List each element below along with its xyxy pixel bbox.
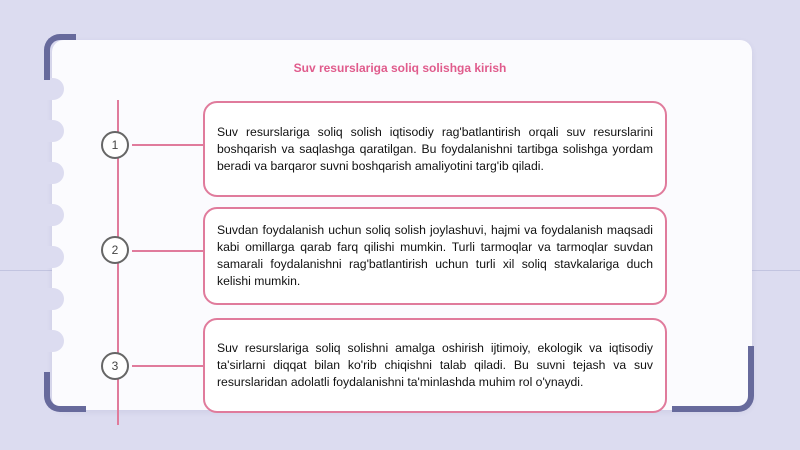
step-box-2	[203, 207, 667, 305]
notebook-tab	[38, 162, 64, 184]
step-connector-3	[132, 365, 204, 367]
notebook-tab	[38, 204, 64, 226]
step-text-2: Suvdan foydalanish uchun soliq solish joylashuvi, hajmi va foydalanish maqsadi kabi omillarga qarab farq qilishi mumkin. Turli tarmoqlar va tarmoqlar suvdan samarali foydalanishni rag'batlantirish uchun turli xil soliq stavkalariga duch kelishi mumkin.	[217, 223, 653, 288]
step-text-1: Suv resurslariga soliq solish iqtisodiy rag'batlantirish orqali suv resurslarini boshqarish va saqlashga qaratilgan. Bu foydalanishni tartibga solishga yordam beradi va barqaror suvni boshqarish amaliyotini targ'ib qiladi.	[217, 124, 653, 173]
notebook-tab	[38, 78, 64, 100]
notebook-tab	[38, 288, 64, 310]
step-connector-2	[132, 250, 204, 252]
notebook-tab	[38, 330, 64, 352]
step-number-1: 1	[101, 131, 129, 159]
step-number-2: 2	[101, 236, 129, 264]
frame-corner-bottom-right	[672, 346, 754, 412]
step-box-3	[203, 318, 667, 413]
step-text-3: Suv resurslariga soliq solishni amalga oshirish ijtimoiy, ekologik va iqtisodiy ta'sirlarni diqqat bilan ko'rib chiqishni talab qiladi. Bu suvni tejash va suv resurslaridan adolatli foydalanishni ta'minlashda muhim rol o'ynaydi.	[217, 341, 653, 389]
step-connector-1	[132, 144, 204, 146]
step-box-1	[203, 101, 667, 197]
step-number-3: 3	[101, 352, 129, 380]
frame-corner-bottom-left	[44, 372, 86, 412]
slide-title: Suv resurslariga soliq solishga kirish	[293, 61, 507, 75]
notebook-tab	[38, 246, 64, 268]
notebook-tab	[38, 120, 64, 142]
